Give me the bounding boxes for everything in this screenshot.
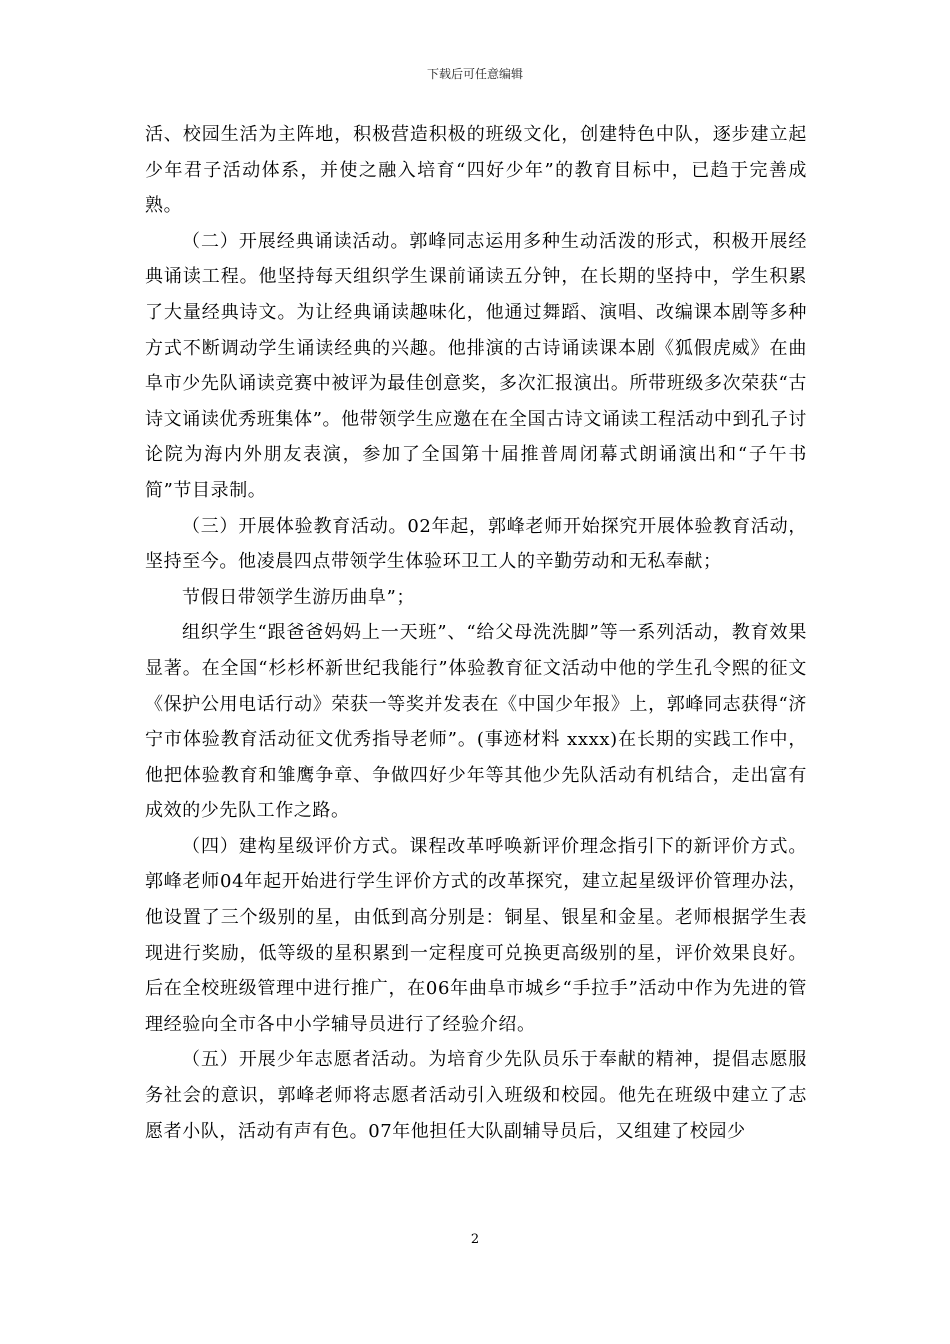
paragraph-volunteer-activities: （五）开展少年志愿者活动。为培育少先队员乐于奉献的精神，提倡志愿服务社会的意识，郭峰老师将志愿者活动引入班级和校园。他先在班级中建立了志愿者小队，活动有声有色。07年他担任大队副辅导员后，又组建了校园少	[145, 1049, 807, 1142]
page-header: 下载后可任意编辑	[426, 67, 523, 81]
document-body	[145, 117, 807, 1149]
paragraph-parent-activities: 组织学生“跟爸爸妈妈上一天班”、“给父母洗洗脚”等一系列活动，教育效果显著。在全国“杉杉杯新世纪我能行”体验教育征文活动中他的学生孔令熙的征文《保护公用电话行动》荣获一等奖并发表在《中国少年报》上，郭峰同志获得“济宁市体验教育活动征文优秀指导老师”。(事迹材料 xxxx)在长期的实践工作中，他把体验教育和雏鹰争章、争做四好少年等其他少先队活动有机结合，走出富有成效的少先队工作之路。	[145, 622, 807, 822]
paragraph-experience-education: （三）开展体验教育活动。02年起，郭峰老师开始探究开展体验教育活动，坚持至今。他凌晨四点带领学生体验环卫工人的辛勤劳动和无私奉献；	[145, 515, 807, 573]
paragraph-star-evaluation: （四）建构星级评价方式。课程改革呼唤新评价理念指引下的新评价方式。郭峰老师04年起开始进行学生评价方式的改革探究，建立起星级评价管理办法，他设置了三个级别的星，由低到高分别是：铜星、银星和金星。老师根据学生表现进行奖励，低等级的星积累到一定程度可兑换更高级别的星，评价效果良好。后在全校班级管理中进行推广，在06年曲阜市城乡“手拉手”活动中作为先进的管理经验向全市各中小学辅导员进行了经验介绍。	[145, 835, 807, 1035]
paragraph-continuation: 活、校园生活为主阵地，积极营造积极的班级文化，创建特色中队，逐步建立起少年君子活动体系，并使之融入培育“四好少年”的教育目标中，已趋于完善成熟。	[145, 124, 807, 217]
page-number: 2	[470, 1232, 480, 1247]
paragraph-classic-reading: （二）开展经典诵读活动。郭峰同志运用多种生动活泼的形式，积极开展经典诵读工程。他坚持每天组织学生课前诵读五分钟，在长期的坚持中，学生积累了大量经典诗文。为让经典诵读趣味化，他通过舞蹈、演唱、改编课本剧等多种方式不断调动学生诵读经典的兴趣。他排演的古诗诵读课本剧《狐假虎威》在曲阜市少先队诵读竞赛中被评为最佳创意奖，多次汇报演出。所带班级多次荣获“古诗文诵读优秀班集体”。他带领学生应邀在在全国古诗文诵读工程活动中到孔子讨论院为海内外朋友表演，参加了全国第十届推普周闭幕式朗诵演出和“子午书简”节目录制。	[145, 230, 807, 501]
paragraph-holiday-trips: 节假日带领学生游历曲阜”；	[182, 586, 416, 608]
